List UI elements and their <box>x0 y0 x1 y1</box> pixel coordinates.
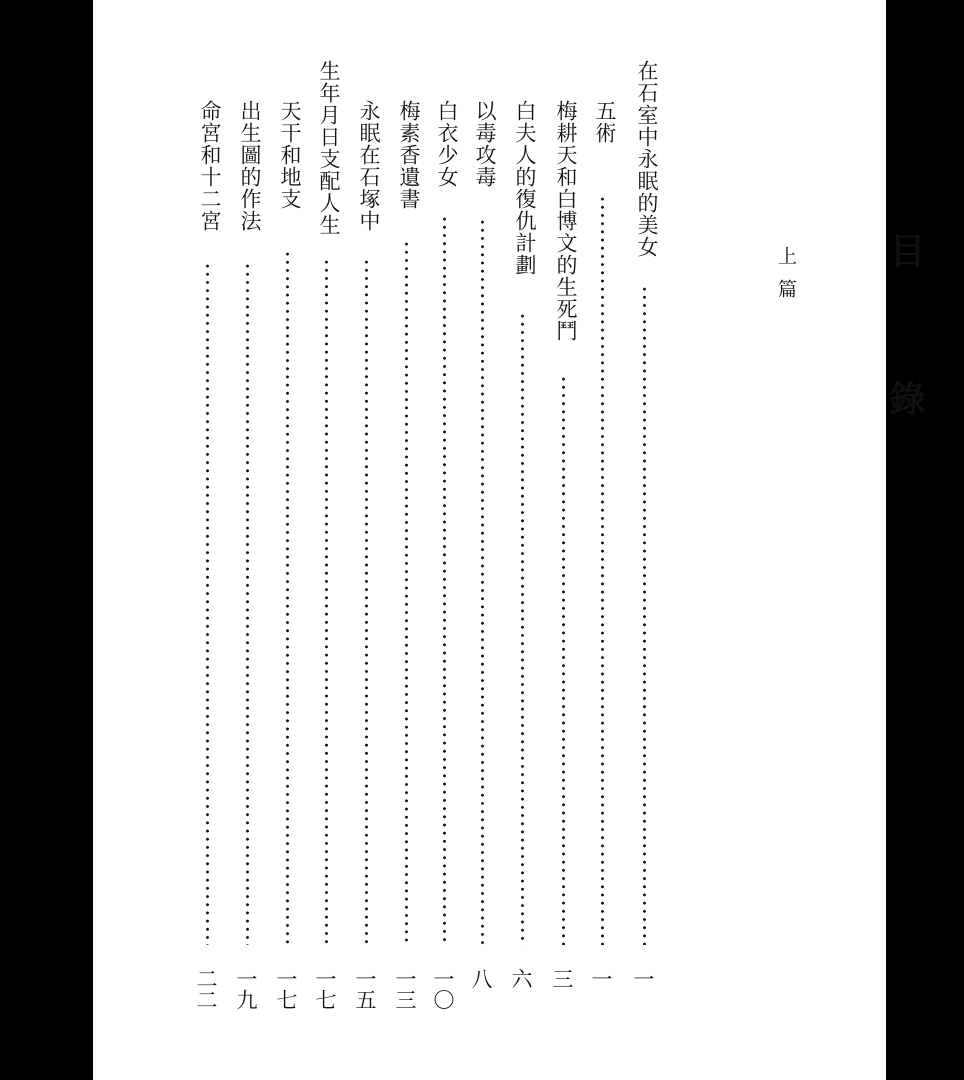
toc-heading: 目錄 <box>884 232 925 528</box>
toc-dot-leader <box>325 258 328 945</box>
toc-entry-title[interactable]: 永眠在石塚中 <box>357 100 381 232</box>
toc-dot-leader <box>562 375 565 945</box>
toc-dot-leader <box>643 285 646 945</box>
book-page <box>93 0 925 1080</box>
toc-entry-page-number: 一七 <box>313 968 337 1010</box>
toc-entry-page-number: 一 <box>631 968 655 989</box>
toc-entry-title[interactable]: 出生圖的作法 <box>238 100 262 232</box>
toc-entry-page-number: 八 <box>469 968 493 989</box>
toc-entry-page-number: 一三 <box>393 968 417 1010</box>
toc-dot-leader <box>601 195 604 945</box>
toc-entry-page-number: 一五 <box>353 968 377 1010</box>
toc-entry-title[interactable]: 五術 <box>593 100 617 144</box>
toc-entry-page-number: 一〇 <box>431 968 455 1010</box>
toc-entry-page-number: 一九 <box>234 968 258 1010</box>
toc-entry-title[interactable]: 生年月日支配人生 <box>317 60 341 236</box>
toc-entry-title[interactable]: 以毒攻毒 <box>473 100 497 188</box>
toc-dot-leader <box>206 262 209 945</box>
section-label: 上篇 <box>775 246 797 312</box>
toc-entry-title[interactable]: 命宮和十二宮 <box>198 100 222 232</box>
toc-dot-leader <box>481 218 484 945</box>
toc-dot-leader <box>286 250 289 945</box>
toc-entry-title[interactable]: 在石室中永眠的美女 <box>635 60 659 258</box>
toc-entry-title[interactable]: 天干和地支 <box>278 100 302 210</box>
toc-entry-page-number: 六 <box>509 968 533 989</box>
toc-dot-leader <box>443 215 446 945</box>
toc-entry-title[interactable]: 梅耕天和白博文的生死鬥 <box>554 100 578 342</box>
toc-entry-title[interactable]: 白衣少女 <box>435 100 459 188</box>
toc-entry-page-number: 一七 <box>274 968 298 1010</box>
toc-entry-page-number: 三 <box>550 968 574 989</box>
toc-entry-page-number: 一 <box>589 968 613 989</box>
toc-dot-leader <box>405 240 408 945</box>
toc-entry-page-number: 二二 <box>194 968 218 1010</box>
toc-dot-leader <box>246 262 249 945</box>
toc-entry-title[interactable]: 梅素香遺書 <box>397 100 421 210</box>
toc-dot-leader <box>521 312 524 945</box>
toc-dot-leader <box>365 258 368 945</box>
toc-entry-title[interactable]: 白夫人的復仇計劃 <box>513 100 537 276</box>
